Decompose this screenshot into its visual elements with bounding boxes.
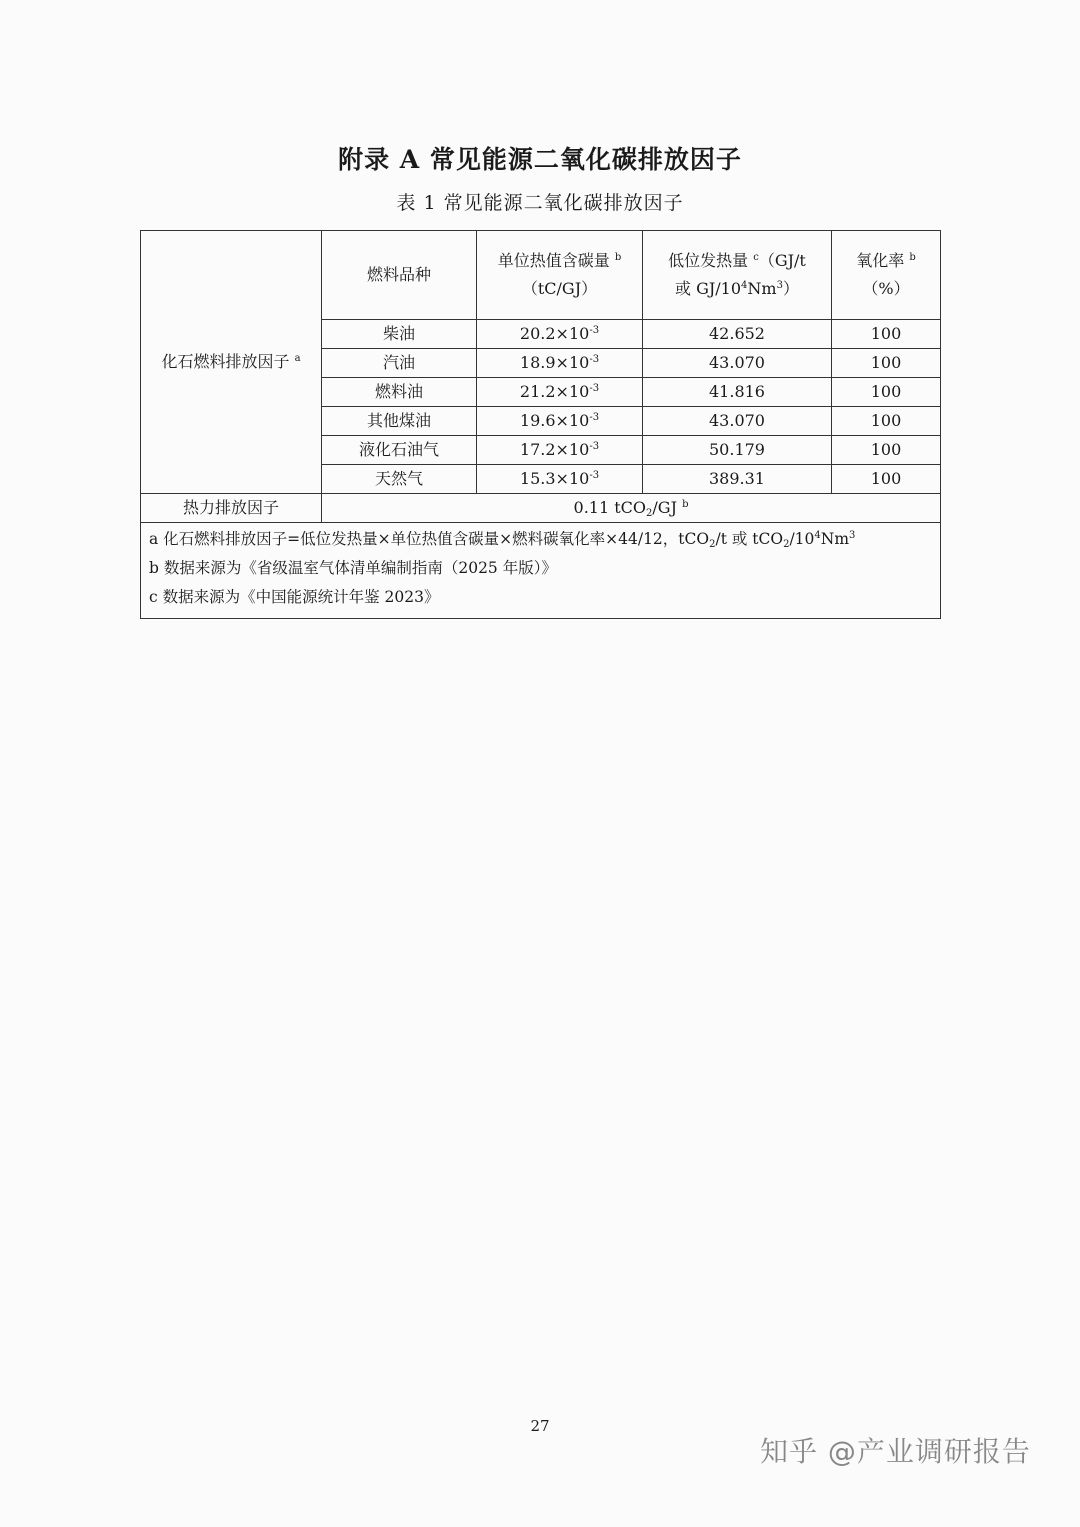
heat-factor-label: 热力排放因子	[141, 494, 322, 523]
carbon-content-cell	[477, 436, 643, 465]
heat-factor-row	[141, 494, 941, 523]
header-carbon-label: 单位热值含碳量	[497, 251, 610, 270]
oxidation-cell: 100	[832, 436, 941, 465]
subscript: 2	[783, 539, 790, 550]
header-carbon-content	[477, 231, 643, 320]
carbon-value: 15.3×10	[519, 469, 590, 488]
carbon-value: 18.9×10	[519, 353, 590, 372]
superscript: 3	[776, 280, 783, 291]
footnote-marker: b	[682, 499, 689, 510]
note-a-text-1: a 化石燃料排放因子=低位发热量×单位热值含碳量×燃料碳氧化率×44/12，tCO	[149, 530, 710, 548]
header-ncv-unit-c: Nm	[747, 279, 777, 298]
heat-value-b: /GJ	[652, 498, 683, 517]
superscript: 3	[849, 530, 856, 541]
note-a	[149, 525, 932, 554]
superscript: 4	[741, 280, 748, 291]
table-caption: 表 1 常见能源二氧化碳排放因子	[396, 192, 684, 214]
footnote-marker: b	[614, 252, 622, 263]
note-b: b 数据来源为《省级温室气体清单编制指南（2025 年版）》	[149, 559, 557, 577]
notes-row	[141, 523, 941, 619]
ncv-cell: 41.816	[643, 378, 832, 407]
heat-factor-value	[322, 494, 941, 523]
table-header-row	[141, 231, 941, 320]
superscript: 4	[814, 530, 821, 541]
fuel-name: 其他煤油	[322, 407, 477, 436]
carbon-content-cell	[477, 378, 643, 407]
carbon-value: 21.2×10	[519, 382, 590, 401]
subscript: 2	[709, 539, 716, 550]
footnote-marker: b	[909, 252, 916, 263]
exponent: -3	[589, 354, 600, 365]
note-c: c 数据来源为《中国能源统计年鉴 2023》	[149, 588, 440, 606]
note-a-text-2: /t 或 tCO	[715, 530, 784, 548]
header-ox-label: 氧化率	[856, 251, 905, 270]
header-ox-unit: （%）	[862, 279, 910, 298]
exponent: -3	[589, 441, 600, 452]
carbon-content-cell	[477, 349, 643, 378]
header-ncv-unit-a: （GJ/t	[758, 251, 806, 270]
header-ncv-unit-b: 或 GJ/10	[675, 279, 742, 298]
fuel-name: 汽油	[322, 349, 477, 378]
carbon-content-cell	[477, 465, 643, 494]
oxidation-cell: 100	[832, 378, 941, 407]
oxidation-cell: 100	[832, 320, 941, 349]
fuel-name: 天然气	[322, 465, 477, 494]
ncv-cell: 43.070	[643, 407, 832, 436]
emission-factor-table	[140, 230, 941, 619]
subscript: 2	[646, 508, 653, 519]
carbon-content-cell	[477, 407, 643, 436]
heat-value-a: 0.11 tCO	[573, 498, 647, 517]
table-notes	[141, 523, 941, 619]
header-ncv-unit-d: ）	[782, 279, 799, 298]
oxidation-cell: 100	[832, 465, 941, 494]
carbon-value: 19.6×10	[519, 411, 590, 430]
exponent: -3	[589, 470, 600, 481]
fuel-name: 液化石油气	[322, 436, 477, 465]
page-number: 27	[530, 1417, 550, 1435]
ncv-cell: 50.179	[643, 436, 832, 465]
exponent: -3	[589, 383, 600, 394]
watermark: 知乎 @产业调研报告	[760, 1435, 1031, 1468]
footnote-marker: c	[753, 252, 759, 263]
header-oxidation-rate	[832, 231, 941, 320]
oxidation-cell: 100	[832, 349, 941, 378]
fossil-fuel-group-cell	[141, 231, 322, 494]
header-ncv-label: 低位发热量	[668, 251, 749, 270]
exponent: -3	[589, 325, 600, 336]
fossil-fuel-group-label: 化石燃料排放因子	[161, 352, 290, 371]
header-carbon-unit: （tC/GJ）	[521, 279, 598, 298]
exponent: -3	[589, 412, 600, 423]
header-fuel: 燃料品种	[322, 231, 477, 320]
footnote-marker: a	[294, 353, 301, 364]
carbon-value: 17.2×10	[519, 440, 590, 459]
note-a-text-3: /10	[789, 530, 815, 548]
ncv-cell: 389.31	[643, 465, 832, 494]
appendix-heading: 附录 A 常见能源二氧化碳排放因子	[338, 145, 742, 174]
note-a-text-4: Nm	[820, 530, 850, 548]
ncv-cell: 42.652	[643, 320, 832, 349]
fuel-name: 燃料油	[322, 378, 477, 407]
header-net-calorific-value	[643, 231, 832, 320]
fuel-name: 柴油	[322, 320, 477, 349]
ncv-cell: 43.070	[643, 349, 832, 378]
carbon-content-cell	[477, 320, 643, 349]
carbon-value: 20.2×10	[519, 324, 590, 343]
oxidation-cell: 100	[832, 407, 941, 436]
